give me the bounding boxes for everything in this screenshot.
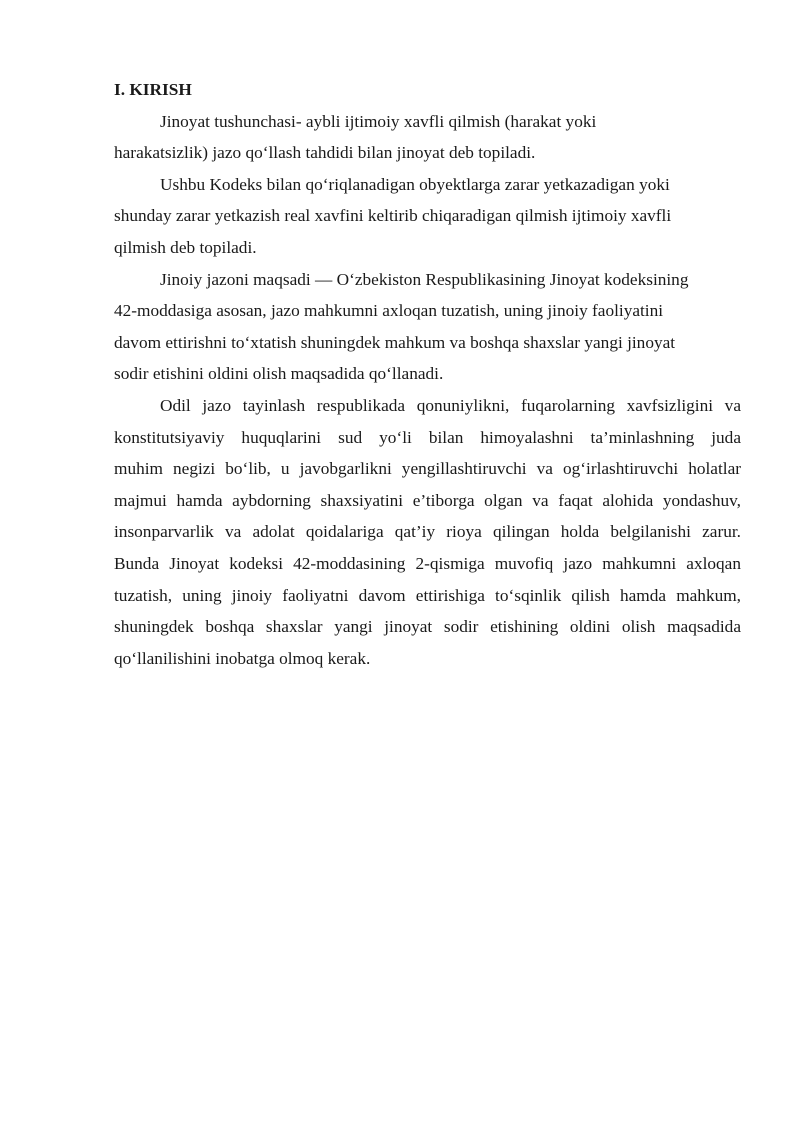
text-line: shuningdek boshqa shaxslar yangi jinoyat sodir etishining oldini olish maqsadida [114, 617, 741, 637]
text-line: shunday zarar yetkazish real xavfini keltirib chiqaradigan qilmish ijtimoiy xavfli [114, 206, 672, 226]
paragraph-definition-crime [114, 106, 741, 169]
text-line: Bunda Jinoyat kodeksi 42-moddasining 2-qismiga muvofiq jazo mahkumni axloqan [114, 553, 741, 573]
text-line: tuzatish, uning jinoiy faoliyatni davom ettirishiga to‘sqinlik qilish hamda mahkum, [114, 585, 741, 605]
paragraph-just-sentencing [114, 390, 741, 674]
text-line: Odil jazo tayinlash respublikada qonuniylikni, fuqarolarning xavfsizligini va [160, 395, 741, 415]
text-line: qilmish deb topiladi. [114, 237, 257, 257]
text-line: 42-moddasiga asosan, jazo mahkumni axloqan tuzatish, uning jinoiy faoliyatini [114, 301, 664, 321]
text-line: davom ettirishni to‘xtatish shuningdek mahkum va boshqa shaxslar yangi jinoyat [114, 332, 676, 352]
text-line: Jinoiy jazoni maqsadi — O‘zbekiston Respublikasining Jinoyat kodeksining [160, 269, 689, 289]
text-line: insonparvarlik va adolat qoidalariga qat’iy rioya qilingan holda belgilanishi zarur. [114, 522, 741, 542]
paragraph-socially-dangerous-act [114, 169, 741, 264]
text-line: konstitutsiyaviy huquqlarini sud yo‘li bilan himoyalashni ta’minlashning juda [114, 427, 741, 447]
paragraph-purpose-of-punishment [114, 264, 741, 390]
text-line: qo‘llanilishini inobatga olmoq kerak. [114, 648, 371, 668]
document-body [114, 74, 741, 674]
section-heading: I. KIRISH [114, 80, 192, 99]
text-line: majmui hamda aybdorning shaxsiyatini e’tiborga olgan va faqat alohida yondashuv, [114, 490, 741, 510]
text-line: harakatsizlik) jazo qo‘llash tahdidi bilan jinoyat deb topiladi. [114, 143, 536, 163]
text-line: Ushbu Kodeks bilan qo‘riqlanadigan obyektlarga zarar yetkazadigan yoki [160, 174, 670, 194]
text-line: Jinoyat tushunchasi- aybli ijtimoiy xavfli qilmish (harakat yoki [160, 111, 597, 131]
text-line: muhim negizi bo‘lib, u javobgarlikni yengillashtiruvchi va og‘irlashtiruvchi holatlar [114, 459, 741, 479]
text-line: sodir etishini oldini olish maqsadida qo‘llanadi. [114, 364, 444, 384]
